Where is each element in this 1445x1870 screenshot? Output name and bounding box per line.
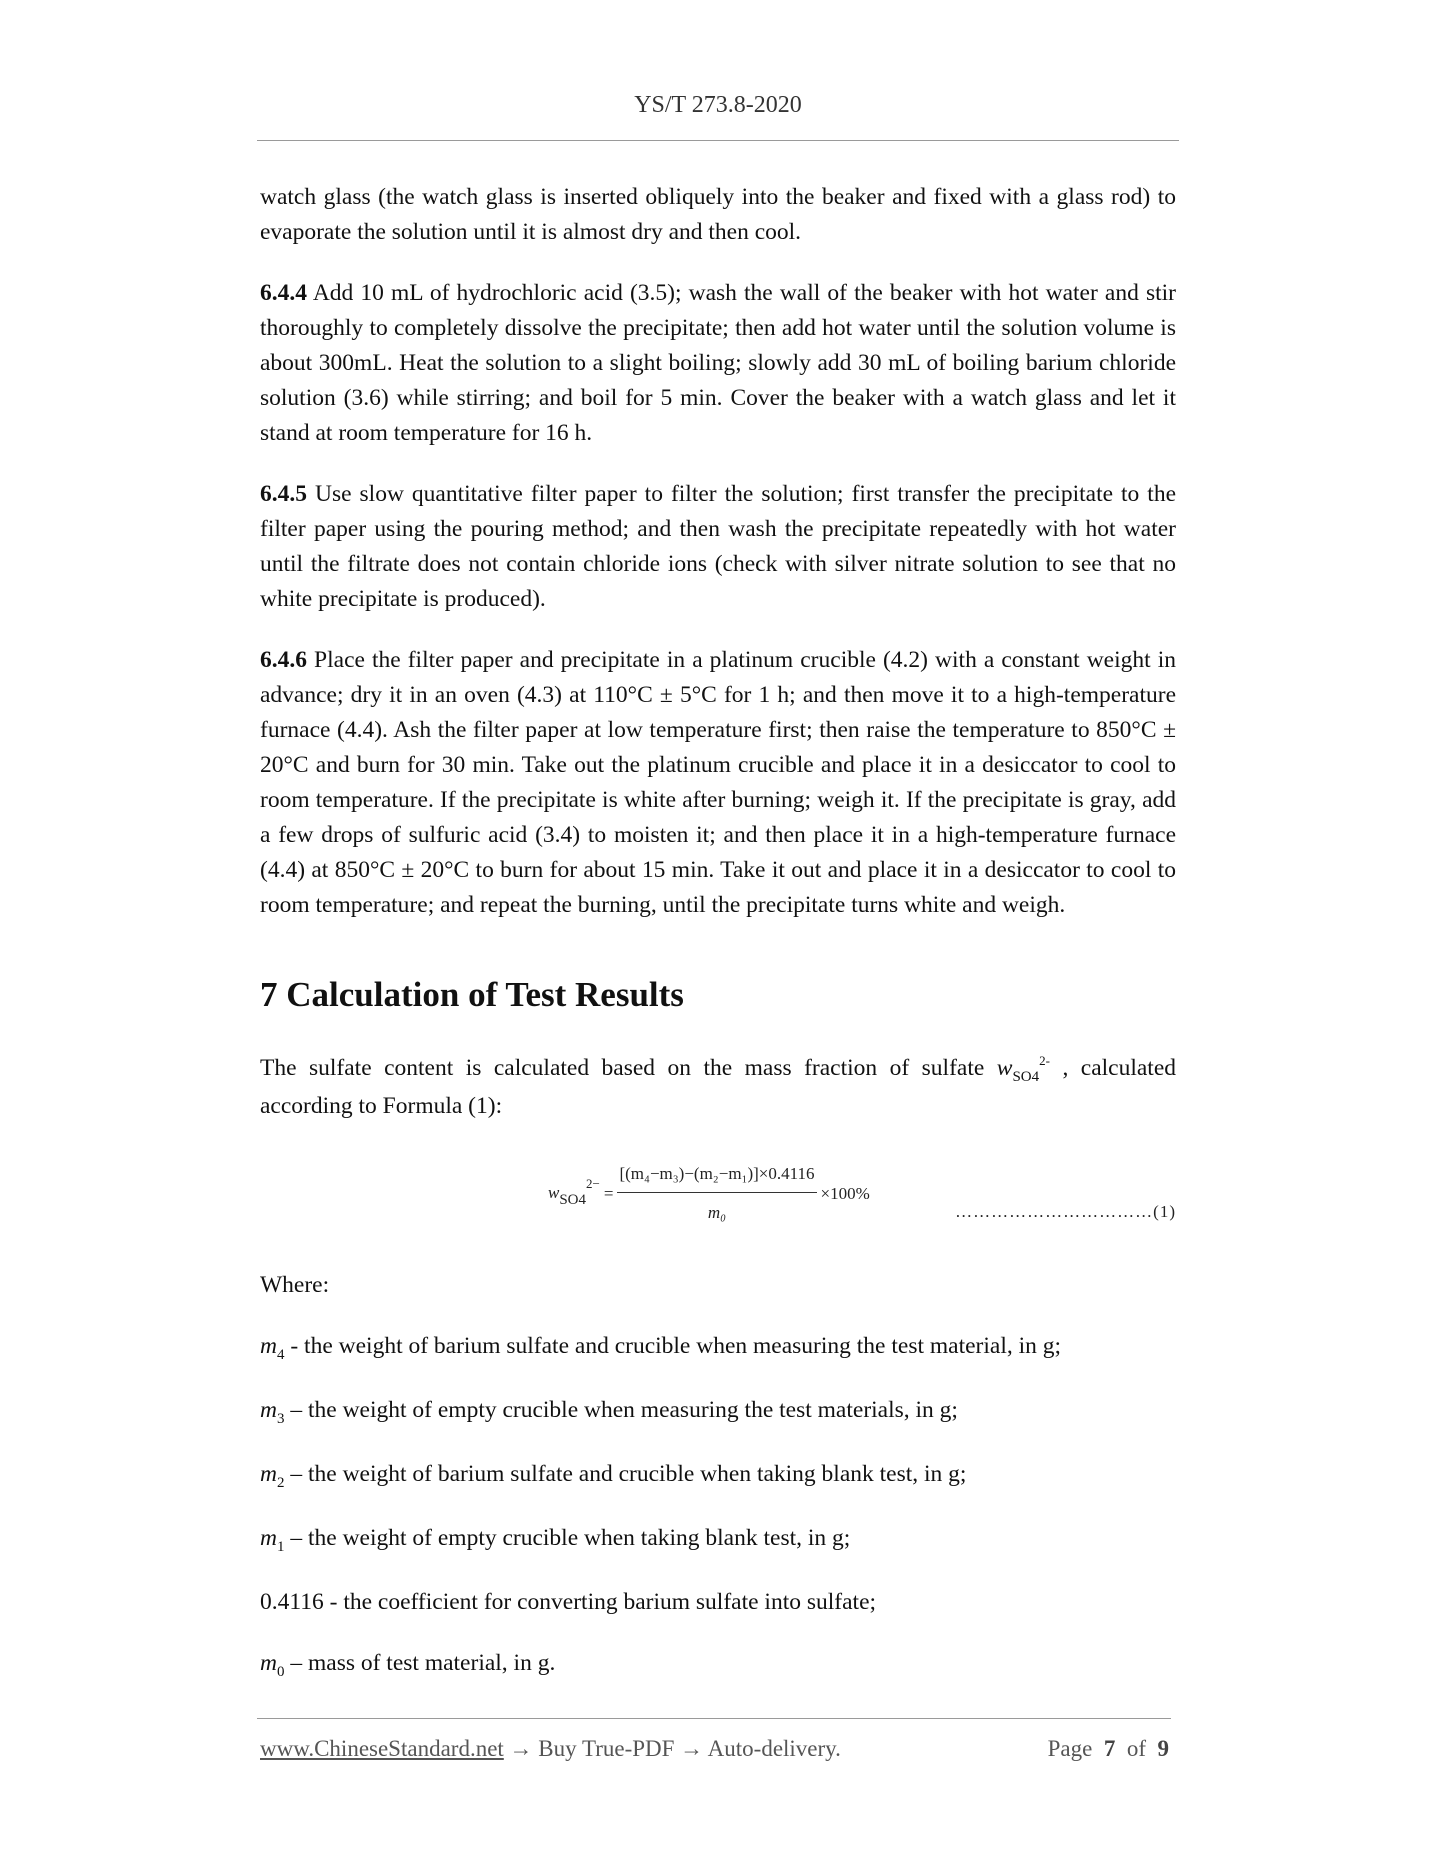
formula-fraction	[617, 1156, 816, 1230]
header-divider	[257, 140, 1179, 141]
formula-denominator: m₀	[707, 1203, 727, 1222]
footer-promo	[260, 1736, 841, 1762]
formula-numerator: [(m₄−m₃)−(m₂−m₁)]×0.4116	[617, 1156, 816, 1193]
formula-expression	[548, 1156, 870, 1230]
formula-equals: =	[603, 1183, 614, 1203]
list-item: $m_2$ – the weight of barium sulfate and crucible when taking blank test, in g;	[260, 1461, 967, 1491]
footer-divider	[257, 1718, 1171, 1719]
where-list	[260, 1268, 1176, 1684]
page-total: 9	[1157, 1736, 1169, 1761]
list-item: $m_3$ – the weight of empty crucible when measuring the test materials, in g;	[260, 1397, 958, 1427]
where-label: Where:	[260, 1272, 330, 1298]
footer-promo-text: → Buy True-PDF → Auto-delivery.	[503, 1736, 841, 1761]
section-intro: The sulfate content is calculated based on the mass fraction of sulfate $w_{SO4}^{2-}$ , calculated according to Formula (1):	[260, 1053, 1177, 1119]
clause-text: Add 10 mL of hydrochloric acid (3.5); wash the wall of the beaker with hot water and stir thoroughly to completely dissolve the precipitate; then add hot water until the solution volume is about 300mL. Heat the solution to a slight boiling; slowly add 30 mL of boiling barium chloride solution (3.6) while stirring; and boil for 5 min. Cover the beaker with a watch glass and let it stand at room temperature for 16 h.	[260, 280, 1176, 446]
list-item: $m_4$ - the weight of barium sulfate and crucible when measuring the test material, in g;	[260, 1333, 1062, 1363]
website-link[interactable]: www.ChineseStandard.net	[260, 1736, 504, 1761]
formula-1	[260, 1150, 1176, 1240]
list-item: 0.4116 - the coefficient for converting barium sulfate into sulfate;	[260, 1589, 877, 1615]
list-item: $m_0$ – mass of test material, in g.	[260, 1650, 556, 1680]
clause-number: 6.4.5	[260, 481, 307, 507]
page-content	[260, 180, 1176, 1710]
formula-number: ……………………………(1)	[955, 1202, 1176, 1221]
clause-text: Place the filter paper and precipitate in a platinum crucible (4.2) with a constant weight in advance; dry it in an oven (4.3) at 110°C ± 5°C for 1 h; and then move it to a high-temperature furnace (4.4). Ash the filter paper at low temperature first; then raise the temperature to 850°C ± 20°C and burn for 30 min. Take out the platinum crucible and place it in a desiccator to cool to room temperature. If the precipitate is white after burning; weigh it. If the precipitate is gray, add a few drops of sulfuric acid (3.4) to moisten it; and then place it in a high-temperature furnace (4.4) at 850°C ± 20°C to burn for about 15 min. Take it out and place it in a desiccator to cool to room temperature; and repeat the burning, until the precipitate turns white and weigh.	[260, 647, 1176, 918]
formula-lhs: $wSO4^{2-}$	[548, 1175, 600, 1208]
paragraph-continuation: watch glass (the watch glass is inserted obliquely into the beaker and fixed with a glass rod) to evaporate the solution until it is almost dry and then cool.	[260, 184, 1176, 245]
clause-number: 6.4.6	[260, 647, 307, 673]
clause-6-4-4	[260, 276, 1176, 451]
section-title: 7 Calculation of Test Results	[260, 975, 684, 1014]
formula-multiplier: ×100%	[820, 1183, 870, 1203]
document-code-header: YS/T 273.8-2020	[634, 92, 802, 118]
clause-text: Use slow quantitative filter paper to filter the solution; first transfer the precipitate to the filter paper using the pouring method; and then wash the precipitate repeatedly with hot water until the filtrate does not contain chloride ions (check with silver nitrate solution to see that no white precipitate is produced).	[260, 481, 1177, 612]
list-item: $m_1$ – the weight of empty crucible when taking blank test, in g;	[260, 1525, 851, 1555]
clause-number: 6.4.4	[260, 280, 307, 306]
sulfate-symbol: $w_{SO4}^{2-}$	[996, 1053, 1050, 1085]
clause-6-4-5	[260, 477, 1176, 617]
page-indicator: Page 7 of 9	[1047, 1736, 1169, 1761]
clause-6-4-6	[260, 643, 1176, 923]
page-number: 7	[1103, 1736, 1116, 1761]
